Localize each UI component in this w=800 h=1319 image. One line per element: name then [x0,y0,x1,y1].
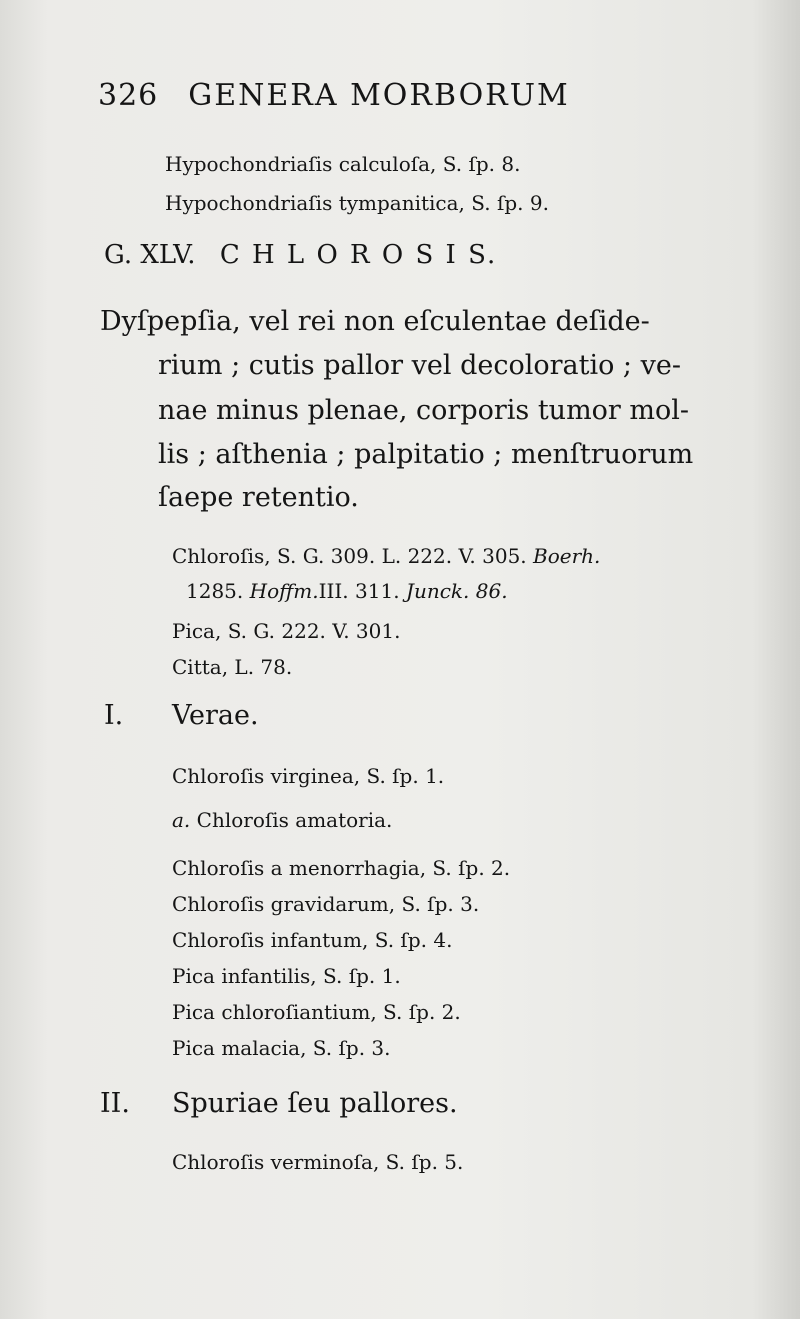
definition-line: nae minus plenae, corporis tumor mol- [158,395,690,426]
species-line: Pica malacia, S. ſp. 3. [172,1036,391,1060]
definition-line: lis ; aſthenia ; palpitatio ; menſtruorum [158,439,694,470]
species-line: Chloroſis virginea, S. ſp. 1. [172,764,445,788]
species-line: Hypochondriaſis tympanitica, S. ſp. 9. [165,191,549,215]
definition-line: Dyſpepſia, vel rei non eſculentae deſide- [100,306,650,337]
reference-text: 86. [475,579,508,603]
reference-author: Hoffm. [249,579,319,603]
section-numeral: I. [104,700,124,731]
genus-heading [104,240,497,270]
reference-line: Pica, S. G. 222. V. 301. [172,619,401,643]
definition-line: rium ; cutis pallor vel decoloratio ; ve- [158,350,681,381]
species-line: Chloroſis gravidarum, S. ſp. 3. [172,892,480,916]
genus-name: C H L O R O S I S. [219,240,498,270]
species-line: Chloroſis a menorrhagia, S. ſp. 2. [172,856,511,880]
genus-number: G. XLV. [104,240,196,270]
variety-text: Chloroſis amatoria. [196,808,393,832]
section-title: Spuriae ſeu pallores. [172,1088,458,1119]
reference-line [186,579,508,603]
species-line [172,808,392,832]
species-line: Chloroſis infantum, S. ſp. 4. [172,928,453,952]
reference-text: 1285. [186,579,244,603]
section-title: Verae. [172,700,259,731]
reference-line [172,544,600,568]
variety-letter: a. [172,808,191,832]
reference-line: Citta, L. 78. [172,655,293,679]
reference-author: Junck. [405,579,470,603]
page-header [98,78,570,113]
reference-text: Chloroſis, S. G. 309. L. 222. V. 305. [172,544,527,568]
definition-line: ſaepe retentio. [158,482,359,513]
running-title: GENERA MORBORUM [188,78,570,113]
section-numeral: II. [100,1088,130,1119]
reference-author: Boerh. [533,544,601,568]
reference-text: III. 311. [318,579,400,603]
species-line: Pica chloroſiantium, S. ſp. 2. [172,1000,461,1024]
species-line: Hypochondriaſis calculoſa, S. ſp. 8. [165,152,521,176]
species-line: Chloroſis verminoſa, S. ſp. 5. [172,1150,464,1174]
page-number: 326 [98,78,159,113]
species-line: Pica infantilis, S. ſp. 1. [172,964,401,988]
